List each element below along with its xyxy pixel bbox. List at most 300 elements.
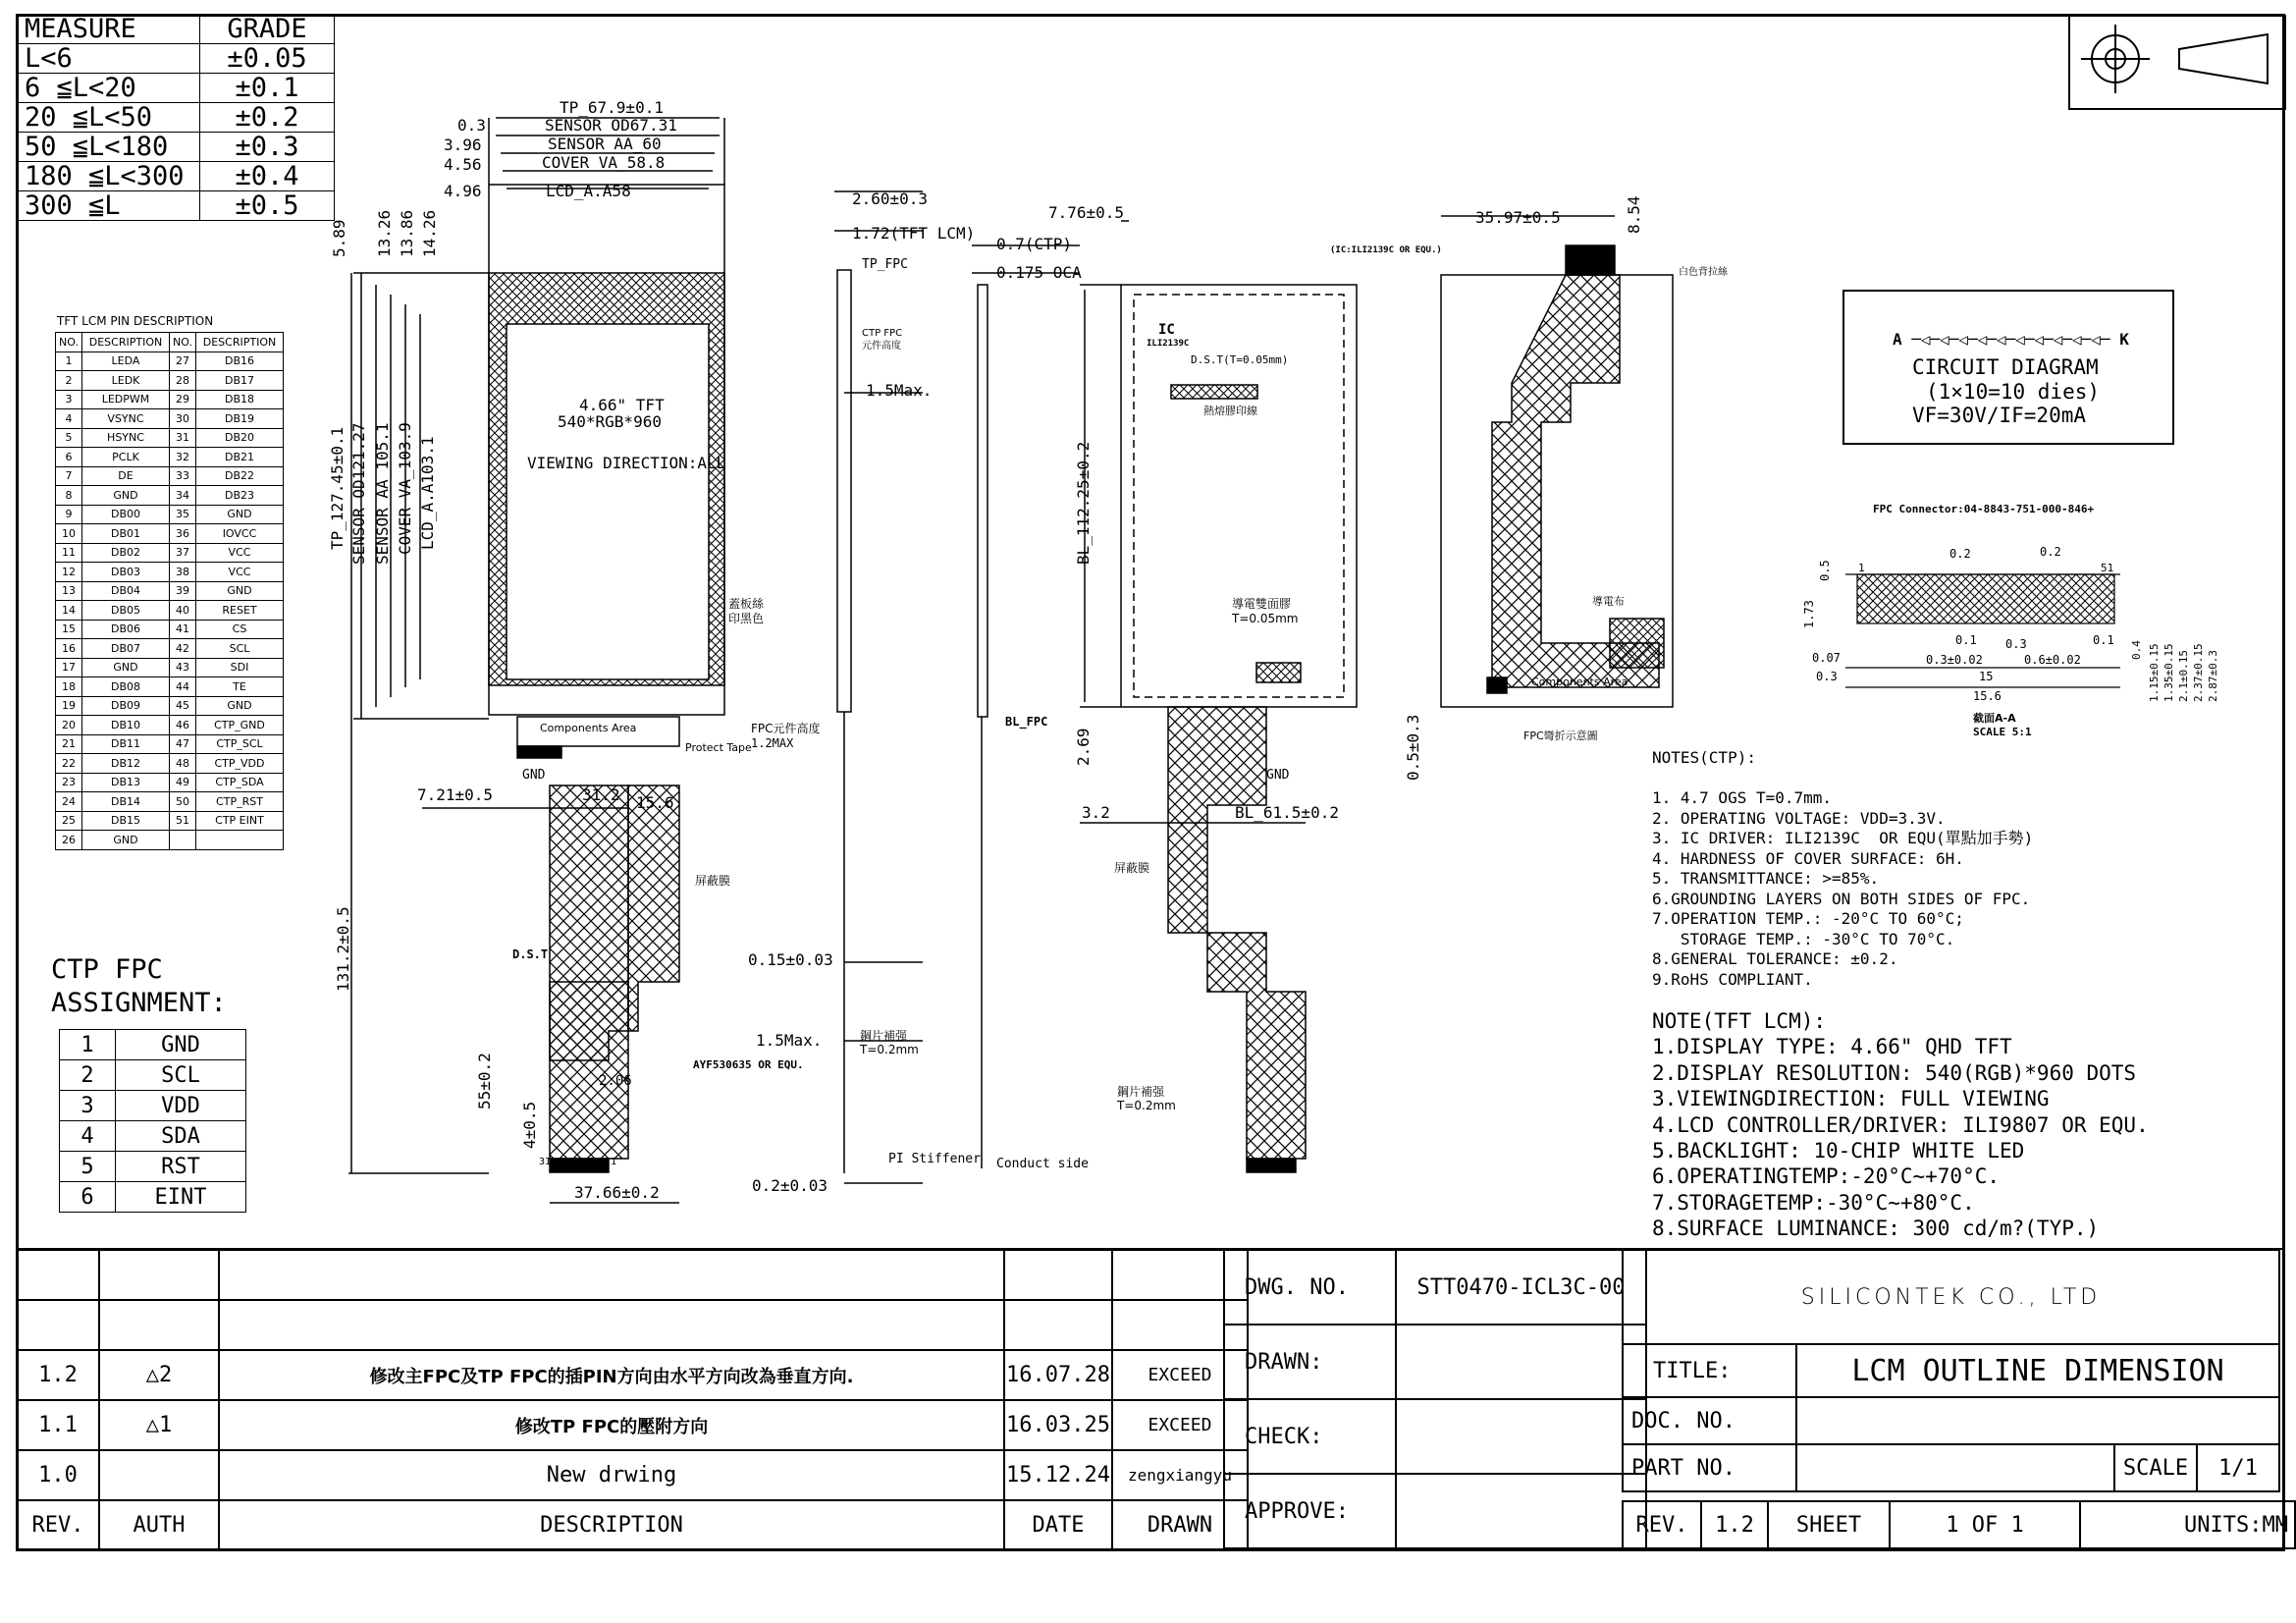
connector-note: AYF530635 OR EQU. [693, 1058, 804, 1071]
pin-number: 41 [170, 620, 196, 639]
section-scale: SCALE 5:1 [1973, 726, 2032, 738]
conn-dim: 0.07 [1812, 651, 1841, 665]
ic-note: (IC:ILI2139C OR EQU.) [1330, 245, 1442, 255]
pin-signal: GND [196, 505, 284, 524]
dim-15-6: 15.6 [636, 793, 674, 812]
gnd-label: GND [522, 768, 546, 783]
ink-note: 蓋板絲 印黑色 [728, 597, 765, 625]
pin-number: 7 [56, 466, 82, 486]
fold-caption: FPC彎折示意圖 [1523, 730, 1598, 742]
pin-number: 38 [170, 563, 196, 582]
pin-number: 26 [56, 831, 82, 850]
components-area-fold: Components Area [1531, 676, 1629, 688]
conn-dim: 0.4 [2130, 640, 2143, 660]
pin-signal [196, 831, 284, 850]
bl-fpc-label: BL_FPC [1005, 715, 1048, 729]
dim-left: 4.96 [444, 182, 482, 200]
pin-number: 28 [170, 371, 196, 391]
pin-signal: CTP_VDD [196, 754, 284, 774]
pin-row [56, 448, 284, 467]
pin-signal: DB09 [82, 696, 170, 716]
dwg-no: STT0470-ICL3C-00 [1396, 1250, 1646, 1325]
pin-row [56, 371, 284, 391]
pin-row [56, 543, 284, 563]
pin-signal: VSYNC [82, 409, 170, 429]
pin-number: 6 [56, 448, 82, 467]
shield-back: 屏蔽膜 [1114, 861, 1150, 875]
dim-8-54: 8.54 [1625, 195, 1643, 234]
dim-sensor-od: SENSOR OD67.31 [545, 116, 677, 135]
dim-sensor-aa: SENSOR AA_60 [548, 135, 662, 153]
ctp-row [60, 1060, 246, 1091]
pin-number: 15 [56, 620, 82, 639]
pin-row [56, 734, 284, 754]
tolerance-grade: ±0.2 [200, 103, 335, 133]
pin-number: 34 [170, 486, 196, 506]
pin-signal: RESET [196, 601, 284, 621]
dim-0-5: 0.5±0.3 [1404, 714, 1422, 781]
pin-signal: DB20 [196, 428, 284, 448]
led-string: A ─◁─◁─◁─◁─◁─◁─◁─◁─◁─◁─ K [1893, 330, 2129, 349]
ctp-pin-number: 3 [60, 1091, 116, 1121]
pin-signal: DB13 [82, 773, 170, 792]
pin-number: 1 [56, 352, 82, 371]
fpc-height: FPC元件高度 [751, 722, 821, 735]
tolerance-header-measure: MEASURE [17, 15, 200, 44]
rev-desc: 修改主FPC及TP FPC的插PIN方向由水平方向改為垂直方向. [219, 1350, 1004, 1400]
pin-signal: GND [82, 658, 170, 677]
dim-7-76: 7.76±0.5 [1048, 203, 1125, 222]
pin-signal: DB18 [196, 390, 284, 409]
check-label: CHECK: [1224, 1399, 1396, 1474]
dim-lcd-aa-h: LCD_A.A103.1 [418, 436, 437, 550]
pin-signal: DB17 [196, 371, 284, 391]
dim-2-06: 2.06 [599, 1073, 632, 1089]
pin-signal: DB14 [82, 792, 170, 812]
rev-drawn: EXCEED [1112, 1400, 1248, 1450]
ctp-row [60, 1152, 246, 1182]
pin-row [56, 352, 284, 371]
pin-number: 49 [170, 773, 196, 792]
pin-row [56, 486, 284, 506]
pin-1: 1 [611, 1157, 617, 1167]
ic-part: ILI2139C [1147, 339, 1190, 349]
pin-signal: CTP_SCL [196, 734, 284, 754]
pin-signal: GND [82, 831, 170, 850]
rev-label: REV. [1623, 1501, 1701, 1548]
conn-dim: 2.87±0.3 [2207, 650, 2219, 702]
pin-number: 44 [170, 677, 196, 697]
rev-number: 1.1 [17, 1400, 99, 1450]
dim-31-2: 31.2 [582, 785, 620, 804]
pin-signal: DB21 [196, 448, 284, 467]
dim-side: 13.26 [375, 209, 394, 257]
panel-size: 4.66" TFT [579, 396, 665, 414]
pin-number: 9 [56, 505, 82, 524]
pin-signal: SDI [196, 658, 284, 677]
ctp-pin-signal: RST [116, 1152, 246, 1182]
ctp-pin-number: 4 [60, 1121, 116, 1152]
pin-signal: LEDK [82, 371, 170, 391]
ctp-row [60, 1091, 246, 1121]
pin-number: 33 [170, 466, 196, 486]
pin-number: 8 [56, 486, 82, 506]
drawn-label: DRAWN: [1224, 1325, 1396, 1399]
tp-fpc-label: TP_FPC [862, 257, 908, 272]
tolerance-grade: ±0.05 [200, 44, 335, 74]
ctp-pin-number: 2 [60, 1060, 116, 1091]
approve-label: APPROVE: [1224, 1474, 1396, 1548]
viewing-direction: VIEWING DIRECTION:ALL [527, 454, 726, 472]
sheet-label: SHEET [1768, 1501, 1890, 1548]
pin-header-desc: DESCRIPTION [196, 333, 284, 352]
company-block [1622, 1249, 2280, 1492]
pin-number: 12 [56, 563, 82, 582]
rev-drawn: zengxiangyu [1112, 1450, 1248, 1500]
pin-signal: LEDA [82, 352, 170, 371]
ctp-fpc-table [59, 1029, 246, 1213]
conn-dim: 0.3±0.02 [1926, 653, 1983, 667]
dst-label: D.S.T [512, 947, 549, 961]
conn-dim: 1.35±0.15 [2163, 643, 2175, 702]
auth-header: AUTH [99, 1500, 219, 1550]
tolerance-grade: ±0.4 [200, 162, 335, 191]
pin-number: 17 [56, 658, 82, 677]
dim-sensor-aa-h: SENSOR AA_105.1 [373, 422, 392, 565]
desc-header: DESCRIPTION [219, 1500, 1004, 1550]
pin-row [56, 428, 284, 448]
pin-number: 31 [170, 428, 196, 448]
pin-signal: DB19 [196, 409, 284, 429]
pin-signal: DB07 [82, 639, 170, 659]
rev-number: 1.0 [17, 1450, 99, 1500]
ctp-fpc-note: CTP FPC 元件高度 [862, 328, 903, 352]
pin-number: 13 [56, 581, 82, 601]
pin-number [170, 831, 196, 850]
pin-row [56, 409, 284, 429]
dwg-no-label: DWG. NO. [1224, 1250, 1396, 1325]
pin-number: 3 [56, 390, 82, 409]
pin-row [56, 696, 284, 716]
scale-label: SCALE [2114, 1444, 2197, 1491]
dim-bl-height: BL_112.25±0.2 [1074, 441, 1093, 565]
pin-signal: DB08 [82, 677, 170, 697]
notes-ctp: NOTES(CTP): 1. 4.7 OGS T=0.7mm. 2. OPERATING VOLTAGE: VDD=3.3V. 3. IC DRIVER: ILI2139C OR EQU(單點加手勢) 4. HARDNESS OF COVER SURFACE: 6H. 5. TRANSMITTANCE: >=85%. 6.GROUNDING LAYERS ON BOTH SIDES OF FPC. 7.OPERATION TEMP.: -20°C TO 60°C; STORAGE TEMP.: -30°C TO 70°C. 8.GENERAL TOLERANCE: ±0.2. 9.RoHS COMPLIANT. [1652, 748, 2034, 989]
dim-0-2: 0.2±0.03 [752, 1176, 828, 1195]
pin-header-no: NO. [170, 333, 196, 352]
dim-left: 4.56 [444, 155, 482, 174]
pin-number: 5 [56, 428, 82, 448]
pin-signal: DB05 [82, 601, 170, 621]
stiffener-back: 鋼片補强 T=0.2mm [1117, 1085, 1176, 1112]
pi-stiffener: PI Stiffener [888, 1152, 981, 1166]
section-label: 截面A-A [1973, 712, 2016, 725]
pin-number: 22 [56, 754, 82, 774]
drawn-header: DRAWN [1112, 1500, 1248, 1550]
dim-0-15: 0.15±0.03 [748, 950, 833, 969]
pin-number: 29 [170, 390, 196, 409]
pin-signal: VCC [196, 543, 284, 563]
conn-dim: 1.15±0.15 [2148, 643, 2161, 702]
dim-2-69: 2.69 [1074, 728, 1093, 766]
rev-desc: 修改TP FPC的壓附方向 [219, 1400, 1004, 1450]
pin-signal: GND [82, 486, 170, 506]
conn-dim: 0.1 [2093, 633, 2114, 647]
pin-number: 39 [170, 581, 196, 601]
dim-1-5max: 1.5Max. [866, 381, 933, 400]
conn-dim: 15 [1979, 670, 1994, 683]
dim-sensor-od-h: SENSOR OD121.27 [349, 422, 368, 565]
pin-number: 4 [56, 409, 82, 429]
dim-tp-width: TP_67.9±0.1 [560, 98, 664, 117]
dim-37-66: 37.66±0.2 [574, 1183, 660, 1202]
ctp-pin-number: 5 [60, 1152, 116, 1182]
tolerance-measure: 6 ≦L<20 [17, 74, 200, 103]
dim-left: 0.3 [457, 116, 486, 135]
pin-row [56, 716, 284, 735]
pin-row [56, 581, 284, 601]
company-name: SILICONTEK CO., LTD [1623, 1250, 2279, 1344]
dim-3-2: 3.2 [1082, 803, 1110, 822]
conn-dim: 0.2 [1949, 547, 1971, 561]
pin-signal: DB02 [82, 543, 170, 563]
pin-number: 43 [170, 658, 196, 677]
pin-signal: HSYNC [82, 428, 170, 448]
dim-side: 13.86 [398, 209, 416, 257]
dim-7-21: 7.21±0.5 [417, 785, 494, 804]
part-no-label: PART NO. [1623, 1444, 1796, 1491]
dim-left: 3.96 [444, 135, 482, 154]
pin-number: 47 [170, 734, 196, 754]
components-area: Components Area [540, 722, 637, 734]
pin-signal: CS [196, 620, 284, 639]
rev-date: 16.07.28 [1004, 1350, 1112, 1400]
pin-number: 24 [56, 792, 82, 812]
pin-signal: DB03 [82, 563, 170, 582]
rev-sheet-row [1622, 1500, 2296, 1549]
fold-view [1441, 216, 1673, 707]
fpc-height-max: 1.2MAX [751, 736, 794, 750]
sheet-value: 1 OF 1 [1890, 1501, 2080, 1548]
rev-desc: New drwing [219, 1450, 1004, 1500]
rev-header: REV. [17, 1500, 99, 1550]
tolerance-measure: 180 ≦L<300 [17, 162, 200, 191]
pin-signal: PCLK [82, 448, 170, 467]
conn-dim: 15.6 [1973, 689, 2002, 703]
tolerance-measure: 300 ≦L [17, 191, 200, 221]
pin-row [56, 773, 284, 792]
pin-number: 51 [170, 811, 196, 831]
pin-number: 16 [56, 639, 82, 659]
pin-signal: CTP_GND [196, 716, 284, 735]
ic-label: IC [1158, 322, 1175, 338]
revision-row [17, 1450, 1248, 1500]
circuit-title: CIRCUIT DIAGRAM [1912, 355, 2099, 379]
pin-number: 48 [170, 754, 196, 774]
pin-header-desc: DESCRIPTION [82, 333, 170, 352]
pin-header-no: NO. [56, 333, 82, 352]
conductive-tape: 導電雙面膠 T=0.05mm [1232, 597, 1299, 625]
dst-label-back: D.S.T(T=0.05mm) [1191, 353, 1289, 366]
pin-signal: DB11 [82, 734, 170, 754]
tolerance-header-grade: GRADE [200, 15, 335, 44]
conduct-side: Conduct side [996, 1157, 1089, 1171]
date-header: DATE [1004, 1500, 1112, 1550]
circuit-vf: VF=30V/IF=20mA [1912, 404, 2087, 427]
pin-signal: CTP_SDA [196, 773, 284, 792]
pin-signal: DB22 [196, 466, 284, 486]
pin-number: 14 [56, 601, 82, 621]
pin-number: 40 [170, 601, 196, 621]
pin-signal: GND [196, 696, 284, 716]
dim-1-72: 1.72(TFT LCM) [852, 224, 976, 243]
pin-signal: SCL [196, 639, 284, 659]
dim-55: 55±0.2 [475, 1053, 494, 1109]
ctp-row [60, 1121, 246, 1152]
stiffener-note: 鋼片補强 T=0.2mm [860, 1029, 919, 1056]
pin-signal: VCC [196, 563, 284, 582]
units: UNITS:MM [2080, 1501, 2295, 1548]
pin-number: 46 [170, 716, 196, 735]
pin-row [56, 792, 284, 812]
conn-pin51: 51 [2101, 562, 2114, 574]
pin-row [56, 831, 284, 850]
pin-signal: GND [196, 581, 284, 601]
pin-number: 42 [170, 639, 196, 659]
conn-dim: 0.2 [2040, 545, 2061, 559]
white-film: 白色背拉絲 [1679, 267, 1728, 278]
ctp-pin-number: 6 [60, 1182, 116, 1213]
panel-resolution: 540*RGB*960 [558, 412, 662, 431]
pin-number: 35 [170, 505, 196, 524]
tolerance-measure: L<6 [17, 44, 200, 74]
conn-dim: 2.37±0.15 [2192, 643, 2205, 702]
rev-value: 1.2 [1701, 1501, 1768, 1548]
conn-dim: 0.3 [1816, 670, 1838, 683]
approval-table [1223, 1249, 1647, 1549]
scale-value: 1/1 [2197, 1444, 2279, 1491]
rev-auth: △2 [99, 1350, 219, 1400]
dim-4: 4±0.5 [520, 1101, 539, 1149]
conn-dim: 0.1 [1955, 633, 1977, 647]
pin-number: 21 [56, 734, 82, 754]
dim-side: 14.26 [420, 209, 439, 257]
pin-number: 19 [56, 696, 82, 716]
fpc-connector-title: FPC Connector:04-8843-751-000-846+ [1873, 503, 2095, 515]
pin-row [56, 658, 284, 677]
pin-signal: CTP EINT [196, 811, 284, 831]
front-view [348, 118, 724, 1203]
pin-row [56, 811, 284, 831]
dim-35-97: 35.97±0.5 [1475, 208, 1561, 227]
pin-signal: IOVCC [196, 524, 284, 544]
tolerance-table [16, 14, 335, 221]
dim-lcd-aa: LCD_A.A58 [546, 182, 631, 200]
pin-row [56, 754, 284, 774]
pin-number: 27 [170, 352, 196, 371]
ctp-row [60, 1182, 246, 1213]
ctp-fpc-subtitle: ASSIGNMENT: [51, 988, 227, 1018]
pin-number: 18 [56, 677, 82, 697]
pin-number: 45 [170, 696, 196, 716]
conn-dim: 1.73 [1802, 600, 1816, 628]
pin-signal: DE [82, 466, 170, 486]
conn-dim: 2.1±0.15 [2177, 650, 2190, 702]
pin-31: 31 [539, 1157, 552, 1167]
ctp-pin-signal: GND [116, 1030, 246, 1060]
pin-number: 10 [56, 524, 82, 544]
rev-date: 16.03.25 [1004, 1400, 1112, 1450]
pin-number: 30 [170, 409, 196, 429]
dim-cover-va: COVER VA_58.8 [542, 153, 666, 172]
pin-signal: DB16 [196, 352, 284, 371]
pin-signal: CTP_RST [196, 792, 284, 812]
pin-signal: DB04 [82, 581, 170, 601]
pin-row [56, 639, 284, 659]
pin-table [55, 332, 284, 850]
protect-tape: Protect Tape [685, 741, 752, 754]
dim-bl-width: BL_61.5±0.2 [1235, 803, 1339, 822]
pin-row [56, 466, 284, 486]
pin-number: 20 [56, 716, 82, 735]
notes-tft: NOTE(TFT LCM): 1.DISPLAY TYPE: 4.66" QHD TFT 2.DISPLAY RESOLUTION: 540(RGB)*960 DOTS 3.VIEWINGDIRECTION: FULL VIEWING 4.LCD CONTROLLER/DRIVER: ILI9807 OR EQU. 5.BACKLIGHT: 10-CHIP WHITE LED 6.OPERATINGTEMP:-20°C~+70°C. 7.STORAGETEMP:-30°C~+80°C. 8.SURFACE LUMINANCE: 300 cd/m?(TYP.) [1652, 1009, 2149, 1241]
dim-tp-height: TP_127.45±0.1 [328, 426, 347, 550]
revision-header [17, 1500, 1248, 1550]
ctp-pin-signal: VDD [116, 1091, 246, 1121]
rev-auth [99, 1450, 219, 1500]
tolerance-measure: 50 ≦L<180 [17, 133, 200, 162]
pin-row [56, 601, 284, 621]
pin-row [56, 677, 284, 697]
pin-row [56, 390, 284, 409]
projection-symbol [2069, 16, 2285, 109]
dim-2-60: 2.60±0.3 [852, 189, 929, 208]
pin-number: 11 [56, 543, 82, 563]
ctp-row [60, 1030, 246, 1060]
dim-side: 5.89 [330, 219, 348, 257]
ctp-fpc-title: CTP FPC [51, 954, 163, 985]
circuit-dies: (1×10=10 dies) [1926, 380, 2101, 404]
pin-number: 2 [56, 371, 82, 391]
pin-signal: DB10 [82, 716, 170, 735]
pin-signal: DB12 [82, 754, 170, 774]
ctp-pin-signal: SCL [116, 1060, 246, 1091]
dim-cover-va-h: COVER VA_103.9 [396, 422, 414, 555]
dim-0-175: 0.175 OCA [996, 263, 1082, 282]
title-label: TITLE: [1623, 1344, 1796, 1397]
ctp-pin-signal: EINT [116, 1182, 246, 1213]
tolerance-grade: ±0.5 [200, 191, 335, 221]
pin-number: 23 [56, 773, 82, 792]
pin-signal: LEDPWM [82, 390, 170, 409]
pin-signal: TE [196, 677, 284, 697]
conn-dim: 0.3 [2005, 637, 2027, 651]
dim-0-7: 0.7(CTP) [996, 235, 1073, 253]
pin-signal: DB06 [82, 620, 170, 639]
pin-number: 32 [170, 448, 196, 467]
pin-row [56, 620, 284, 639]
conductive-cloth: 導電布 [1592, 595, 1625, 608]
conn-dim: 0.5 [1818, 560, 1832, 581]
rev-drawn: EXCEED [1112, 1350, 1248, 1400]
tolerance-grade: ±0.1 [200, 74, 335, 103]
pin-row [56, 563, 284, 582]
rev-auth: △1 [99, 1400, 219, 1450]
revision-row [17, 1400, 1248, 1450]
pin-table-title: TFT LCM PIN DESCRIPTION [57, 314, 214, 328]
pin-number: 50 [170, 792, 196, 812]
ctp-pin-signal: SDA [116, 1121, 246, 1152]
